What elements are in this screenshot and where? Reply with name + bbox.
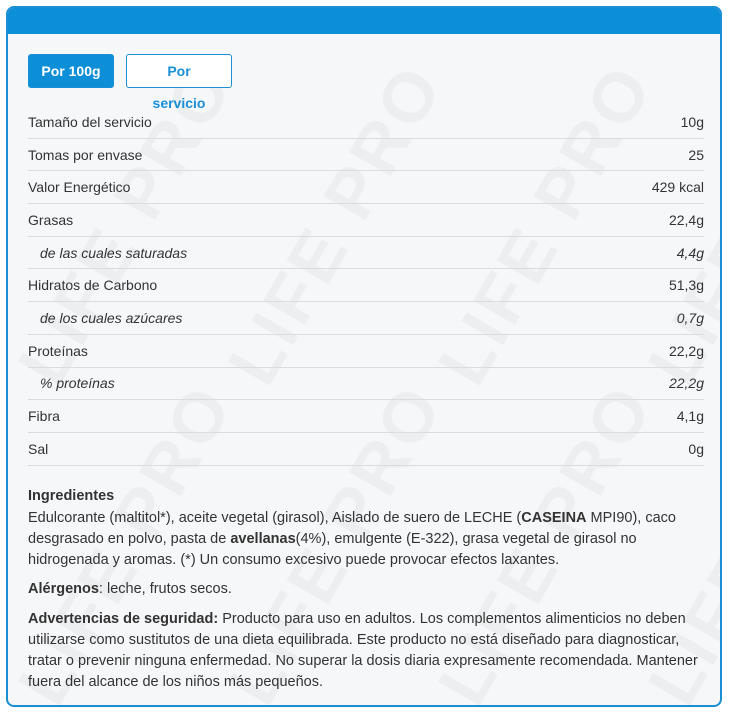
ingredients-part: Edulcorante (maltitol*), aceite vegetal (girasol), Aislado de suero de LECHE ( <box>28 510 522 526</box>
tab-per-100g[interactable]: Por 100g <box>28 54 114 88</box>
nutrient-label: Hidratos de Carbono <box>28 277 158 294</box>
nutrition-row <box>28 171 704 204</box>
nutrient-value: 10g <box>680 113 704 130</box>
nutrient-label: Sal <box>28 440 49 457</box>
allergens-text: : leche, frutos secos. <box>98 581 232 597</box>
nutrition-row <box>28 302 704 335</box>
nutrition-row <box>28 106 704 139</box>
nutrient-value: 429 kcal <box>651 179 704 196</box>
nutrient-value: 0,7g <box>676 309 704 326</box>
ingredients-part: (4%), emulgente (E-322), grasa vegetal de girasol no hidrogenada y aromas. (*) Un consumo excesivo puede provocar efectos laxantes. <box>28 531 637 568</box>
nutrient-label: Tamaño del servicio <box>28 113 152 130</box>
nutrition-row <box>28 204 704 237</box>
nutrition-row <box>28 269 704 302</box>
nutrition-table <box>28 106 704 466</box>
nutrition-row <box>28 139 704 172</box>
nutrition-row <box>28 368 704 401</box>
nutrient-label: Tomas por envase <box>28 146 143 163</box>
nutrient-value: 22,4g <box>668 211 704 228</box>
nutrition-row <box>28 433 704 466</box>
warnings-label: Advertencias de seguridad: <box>28 611 219 627</box>
nutrient-value: 4,4g <box>676 244 704 261</box>
nutrition-row <box>28 237 704 270</box>
tab-per-serving[interactable]: Por servicio <box>126 54 232 88</box>
nutrient-label: % proteínas <box>40 375 115 392</box>
nutrient-label: Valor Energético <box>28 179 131 196</box>
allergens <box>28 579 708 600</box>
ingredients-text <box>28 508 708 571</box>
nutrition-row <box>28 400 704 433</box>
ingredients-bold: avellanas <box>230 531 296 547</box>
nutrient-value: 4,1g <box>676 408 704 425</box>
nutrient-label: Grasas <box>28 211 74 228</box>
ingredients-bold: CASEINA <box>521 510 587 526</box>
nutrition-row <box>28 335 704 368</box>
ingredients-title: Ingredientes <box>28 488 115 504</box>
nutrient-value: 22,2g <box>668 342 704 359</box>
allergens-label: Alérgenos <box>28 581 99 597</box>
nutrient-value: 25 <box>688 146 704 163</box>
nutrient-value: 0g <box>688 440 704 457</box>
ingredients-part: MPI90), caco desgrasado en polvo, pasta de <box>28 510 676 547</box>
nutrient-label: de los cuales azúcares <box>40 309 183 326</box>
nutrient-value: 22,2g <box>668 375 704 392</box>
serving-tabs <box>28 54 232 111</box>
warnings-text: Producto para uso en adultos. Los complementos alimenticios no deben utilizarse como sustitutos de una dieta equilibrada. Este producto no está diseñado para diagnosticar, tratar o prevenir ninguna enfermedad. No superar la dosis diaria expresamente recomendada. Mantener fuera del alcance de los niños más pequeños. <box>28 611 698 690</box>
nutrient-value: 51,3g <box>668 277 704 294</box>
nutrition-panel <box>6 6 722 707</box>
nutrient-label: Proteínas <box>28 342 88 359</box>
nutrient-label: de las cuales saturadas <box>40 244 188 261</box>
safety-warnings <box>28 609 708 693</box>
nutrient-label: Fibra <box>28 408 60 425</box>
panel-header-bar <box>8 8 720 34</box>
